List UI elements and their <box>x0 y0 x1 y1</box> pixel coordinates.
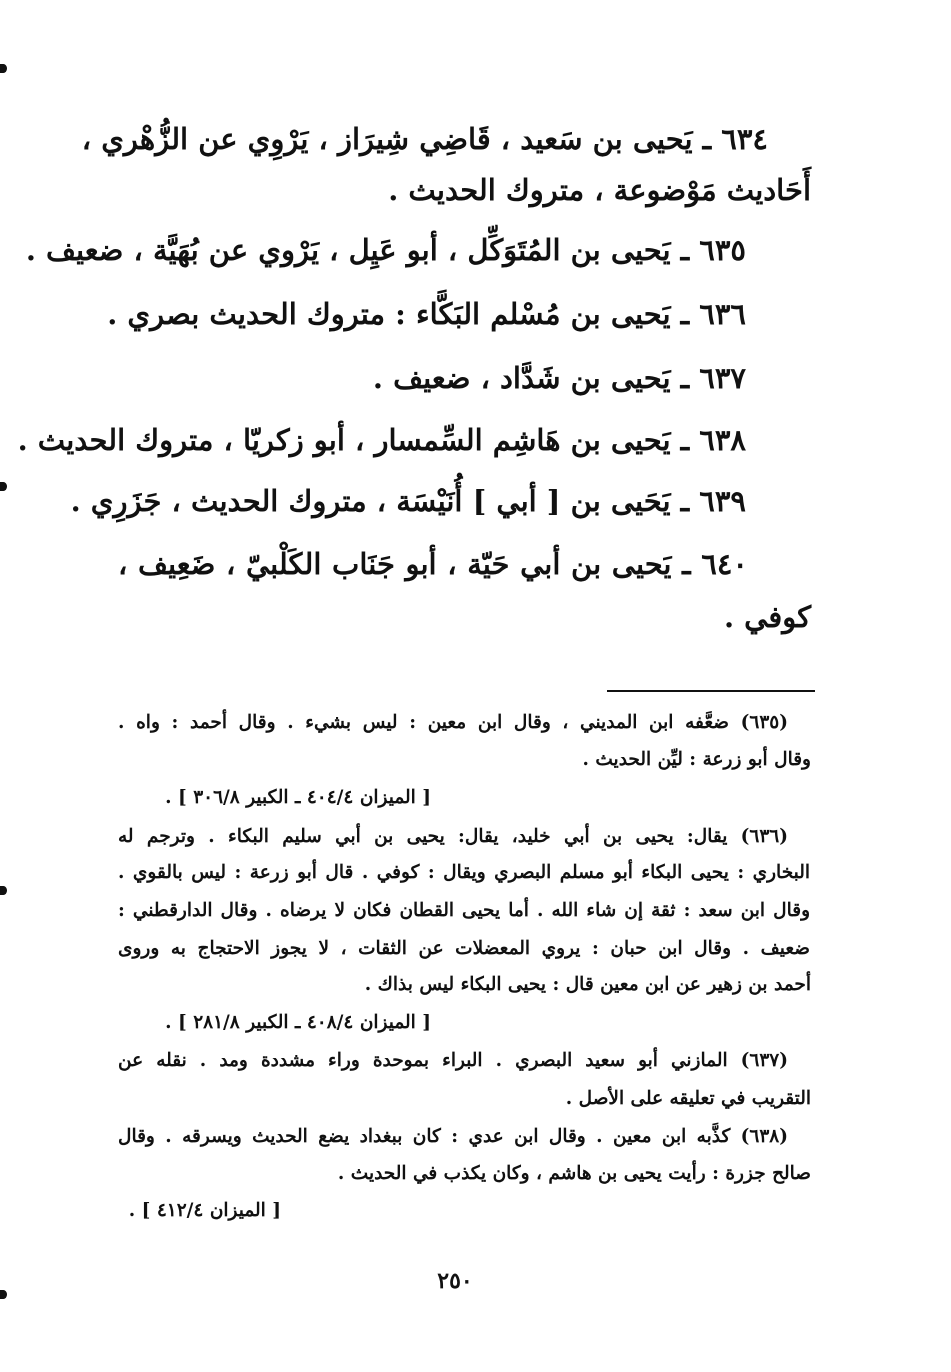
entry-637: ٦٣٧ ـ يَحيى بن شَدَّاد ، ضعيف . <box>372 361 746 395</box>
entry-634-line-1: ٦٣٤ ـ يَحيى بن سَعيد ، قَاضِي شِيرَاز ، يَرْوِي عن الزُّهْري ، <box>81 122 768 156</box>
entry-640-line-2: كوفي . <box>723 600 811 634</box>
entry-634-line-2: أَحَاديث مَوْضوعة ، متروك الحديث . <box>388 173 811 207</box>
footnote-638-line-2: صالح جزرة : رأيت يحيى بن هاشم ، وكان يكذب في الحديث . <box>337 1163 811 1184</box>
scan-mark <box>0 482 7 491</box>
entry-636: ٦٣٦ ـ يَحيى بن مُسْلم البَكَّاء : متروك الحديث بصري . <box>107 297 746 331</box>
scan-mark <box>0 886 7 895</box>
footnote-636-line-5: أحمد بن زهير عن ابن معين قال : يحيى البكاء ليس بذاك . <box>364 974 811 995</box>
footnote-638-reference: [ الميزان ٤١٢/٤ ] . <box>128 1200 281 1221</box>
footnote-636-reference: [ الميزان ٤٠٨/٤ ـ الكبير ٢٨١/٨ ] . <box>165 1012 431 1033</box>
entry-639: ٦٣٩ ـ يَحَيى بن [ أبي ] أُنَيْسَة ، متروك الحديث ، جَزَرِي . <box>70 484 746 518</box>
entry-638: ٦٣٨ ـ يَحيى بن هَاشِم السِّمسار ، أبو زكريّا ، متروك الحديث . <box>17 423 746 457</box>
footnote-divider <box>607 690 815 692</box>
footnote-636-line-1: (٦٣٦) يقال: يحيى بن أبي خليد، يقال: يحيى بن أبي سليم البكاء . وترجم له <box>118 826 788 847</box>
entry-640-line-1: ٦٤٠ ـ يَحيى بن أبي حَيّة ، أبو جَنَاب الكَلْبيّ ، ضَعِيف ، <box>118 547 748 581</box>
footnote-637-line-2: التقريب في تعليقه على الأصل . <box>565 1088 811 1109</box>
footnote-635-line-1: (٦٣٥) ضعَّفه ابن المديني ، وقال ابن معين : ليس بشيء . وقال أحمد : واه . <box>118 712 788 733</box>
footnote-638-line-1: (٦٣٨) كذَّبه ابن معين . وقال ابن عدي : كان ببغداد يضع الحديث ويسرقه . وقال <box>118 1126 788 1147</box>
footnote-636-line-2: البخاري : يحيى البكاء أبو مسلم البصري ويقال : كوفي . قال أبو زرعة : ليس بالقوي . <box>118 862 810 883</box>
page-number: ٢٥٠ <box>437 1268 473 1294</box>
scan-mark <box>0 1290 7 1299</box>
entry-635: ٦٣٥ ـ يَحيى بن المُتَوَكِّل ، أبو عَيِل ، يَرْوي عن بُهَيَّة ، ضعيف . <box>25 233 746 267</box>
footnote-636-line-4: ضعيف . وقال ابن حبان : يروي المعضلات عن الثقات ، لا يجوز الاحتجاج به وروى <box>118 938 810 959</box>
footnote-635-line-2: وقال أبو زرعة : ليِّن الحديث . <box>582 749 811 770</box>
footnote-635-reference: [ الميزان ٤٠٤/٤ ـ الكبير ٣٠٦/٨ ] . <box>165 787 431 808</box>
footnote-636-line-3: وقال ابن سعد : ثقة إن شاء الله . أما يحيى القطان فكان لا يرضاه . وقال الدارقطني : <box>118 900 810 921</box>
footnote-637-line-1: (٦٣٧) المازني أبو سعيد البصري . البراء بموحدة وراء مشددة ومد . نقله عن <box>118 1050 788 1071</box>
scan-mark <box>0 64 7 73</box>
